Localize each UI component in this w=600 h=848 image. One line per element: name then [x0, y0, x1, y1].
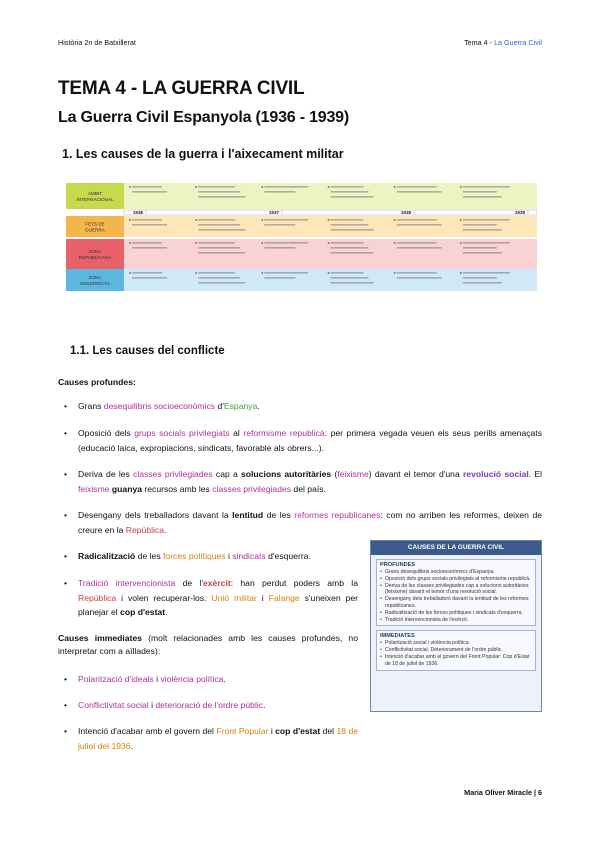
box-profundes-head: PROFUNDES [380, 562, 416, 568]
list-item: • Polarització d'ideals i violència política. [66, 672, 358, 687]
timeline-event-text [463, 247, 497, 249]
box-item: • Desengany dels treballadors davant la lentitud de les reformes republicanes. [380, 596, 532, 610]
timeline-event-text [331, 277, 369, 279]
box-item: • Tradició intervencionista de l'exèrcit. [380, 617, 532, 624]
timeline-event-text [198, 282, 245, 284]
timeline-event-dot [394, 242, 396, 244]
timeline-event-text [397, 277, 442, 279]
timeline-event-dot [460, 242, 462, 244]
timeline-event-text [264, 219, 308, 221]
page-header [58, 38, 542, 50]
timeline-event-text [132, 186, 162, 188]
timeline-event-dot [460, 219, 462, 221]
timeline-event-text [132, 272, 162, 274]
timeline-event-text [132, 219, 162, 221]
timeline-event-text [397, 224, 442, 226]
timeline-event-text [397, 219, 437, 221]
timeline-event-dot [129, 272, 131, 274]
timeline-event-dot [261, 219, 263, 221]
timeline-year-label: 1937 [268, 210, 280, 216]
timeline-event-text [397, 242, 437, 244]
box-item: • Grans desequilibris socioeconòmics d'Espanya. [380, 569, 532, 576]
timeline-event-text [132, 242, 162, 244]
header-course: Història 2n de Batxillerat [58, 38, 136, 47]
timeline-event-text [264, 247, 295, 249]
timeline-event-dot [460, 186, 462, 188]
timeline-event-text [463, 186, 510, 188]
timeline-event-dot [328, 186, 330, 188]
timeline-row-label: ZONA [88, 249, 102, 254]
timeline-event-text [331, 191, 369, 193]
timeline-event-text [132, 224, 167, 226]
timeline-event-text [463, 224, 497, 226]
timeline-event-dot [195, 186, 197, 188]
timeline-event-text [264, 191, 295, 193]
timeline-event-dot [261, 242, 263, 244]
page-subtitle: La Guerra Civil Espanyola (1936 - 1939) [58, 109, 350, 126]
header-topic [464, 38, 542, 47]
list-item: • Tradició intervencionista de l'exèrcit: han perdut poders amb la República i volen recuperar-los. Unió militar i Falange s'uneixen per planejar el cop d'estat. [66, 576, 358, 620]
timeline-event-text [331, 196, 374, 198]
section-heading: 1. Les causes de la guerra i l'aixecament militar [62, 147, 344, 161]
timeline-event-text [463, 242, 510, 244]
timeline-event-dot [129, 186, 131, 188]
box-immediates-head: IMMEDIATES [380, 633, 415, 640]
timeline-event-text [198, 224, 240, 226]
timeline-row-label: INSURRECTA [80, 281, 110, 286]
timeline-event-dot [261, 272, 263, 274]
timeline-row-label-bg [66, 239, 124, 269]
timeline-event-text [463, 252, 502, 254]
timeline-event-dot [460, 272, 462, 274]
timeline-row-label-bg [66, 269, 124, 291]
list-item: • Desengany dels treballadors davant la lentitud de les reformes republicanes: com no arriben les reformes, deixen de creure en la República. [66, 508, 542, 537]
timeline-event-text [198, 247, 240, 249]
timeline-event-text [264, 186, 308, 188]
timeline-event-text [463, 277, 497, 279]
timeline-event-dot [195, 242, 197, 244]
timeline-event-text [331, 282, 374, 284]
timeline-event-dot [328, 242, 330, 244]
timeline-event-dot [129, 242, 131, 244]
list-item: • Grans desequilibris socioeconòmics d'Espanya. [66, 399, 542, 414]
timeline-event-text [463, 272, 510, 274]
timeline-event-dot [328, 272, 330, 274]
timeline-event-text [397, 272, 437, 274]
timeline-row-label-bg [66, 183, 124, 209]
timeline-event-text [198, 229, 245, 231]
timeline-year-label: 1936 [132, 210, 144, 216]
timeline-row-label: REPUBLICANA [78, 255, 112, 260]
timeline-event-text [198, 272, 235, 274]
box-immediates [376, 630, 536, 670]
timeline-event-text [132, 277, 167, 279]
timeline-event-text [463, 229, 502, 231]
timeline-event-text [463, 282, 502, 284]
timeline-event-text [331, 186, 364, 188]
list-item: • Conflictivitat social i deterioració de l'ordre públic. [66, 698, 358, 713]
timeline-event-text [132, 247, 167, 249]
timeline-event-text [397, 247, 442, 249]
timeline-event-dot [261, 186, 263, 188]
box-item: • Intenció d'acabar amb el govern del Front Popular: Cop d'Estat de 18 de juliol de 1936. [380, 654, 532, 668]
causes-summary-box [370, 540, 542, 712]
box-item: • Polarització social i violència política. [380, 640, 532, 647]
header-topic-prefix: Tema 4 - [464, 38, 495, 47]
timeline-event-text [198, 191, 240, 193]
timeline-event-text [331, 224, 369, 226]
timeline-event-text [463, 196, 502, 198]
timeline-event-dot [129, 219, 131, 221]
timeline-event-text [198, 242, 235, 244]
timeline-event-text [331, 242, 364, 244]
timeline-row-label: GUERRA [85, 227, 105, 233]
timeline-event-text [463, 219, 510, 221]
box-item: • Oposició dels grups socials privilegiats al reformisme republicà. [380, 576, 532, 583]
timeline-event-text [198, 252, 245, 254]
timeline-event-text [198, 219, 235, 221]
page-title: TEMA 4 - LA GUERRA CIVIL [58, 78, 305, 99]
timeline-figure [66, 183, 537, 293]
timeline-event-text [198, 196, 245, 198]
timeline-event-dot [394, 186, 396, 188]
timeline-event-text [331, 229, 374, 231]
timeline-year-label: 1939 [514, 210, 526, 216]
causes-immediates-label: Causes immediates (molt relacionades amb les causes profundes, no interpretar com a aïllades): [58, 633, 358, 656]
list-item: • Oposició dels grups socials privilegiats al reformisme republicà: per primera vegada veuen els seus perills amenaçats (educació laica, expropiacions, sindicats, favorable als obrers...). [66, 426, 542, 455]
box-item: • Conflictivitat social. Deteriorament de l'ordre públic. [380, 647, 532, 654]
timeline-event-text [397, 191, 442, 193]
timeline-event-dot [394, 219, 396, 221]
timeline-row-label: INTERNACIONAL [76, 197, 114, 202]
timeline-event-text [264, 224, 295, 226]
timeline-event-text [397, 186, 437, 188]
timeline-event-text [331, 272, 364, 274]
timeline-event-text [132, 191, 167, 193]
timeline-event-text [331, 247, 369, 249]
timeline-event-text [198, 277, 240, 279]
timeline-row-label-bg [66, 216, 124, 237]
box-profundes [376, 559, 536, 626]
timeline-event-text [264, 242, 308, 244]
header-topic-accent: La Guerra Civil [494, 38, 542, 47]
list-item: • Radicalització de les forces polítiques i sindicats d'esquerra. [66, 549, 358, 564]
timeline-event-text [198, 186, 235, 188]
list-item: • Intenció d'acabar amb el govern del Front Popular i cop d'estat del 18 de juliol del 1936. [66, 724, 358, 753]
timeline-row-label: FETS DE [85, 221, 105, 227]
timeline-event-text [264, 277, 295, 279]
timeline-row-label: ZONA [88, 275, 102, 280]
list-item: • Deriva de les classes privilegiades cap a solucions autoritàries (feixisme) davant el temor d'una revolució social. El feixisme guanya recursos amb les classes privilegiades del país. [66, 467, 542, 496]
timeline-row-label: ÀMBIT [87, 191, 103, 196]
timeline-event-dot [328, 219, 330, 221]
timeline-year-bar [124, 210, 537, 215]
page-footer: Maria Oliver Miracle | 6 [464, 788, 542, 797]
box-title: CAUSES DE LA GUERRA CIVIL [371, 541, 541, 555]
timeline-event-dot [394, 272, 396, 274]
timeline-event-dot [195, 219, 197, 221]
subsection-heading: 1.1. Les causes del conflicte [70, 345, 225, 357]
box-item: • Radicalització de les forces polítiques i sindicats d'esquerra. [380, 610, 532, 617]
timeline-event-text [331, 219, 364, 221]
timeline-event-text [331, 252, 374, 254]
timeline-event-text [264, 272, 308, 274]
box-item: • Deriva de les classes privilegiades cap a solucions autoritàries (feixisme) davant el temor d'una revolució social. [380, 583, 532, 597]
timeline-event-text [463, 191, 497, 193]
timeline-event-dot [195, 272, 197, 274]
causes-profundes-label: Causes profundes: [58, 377, 136, 387]
timeline-svg [66, 183, 537, 293]
timeline-year-label: 1938 [400, 210, 412, 216]
